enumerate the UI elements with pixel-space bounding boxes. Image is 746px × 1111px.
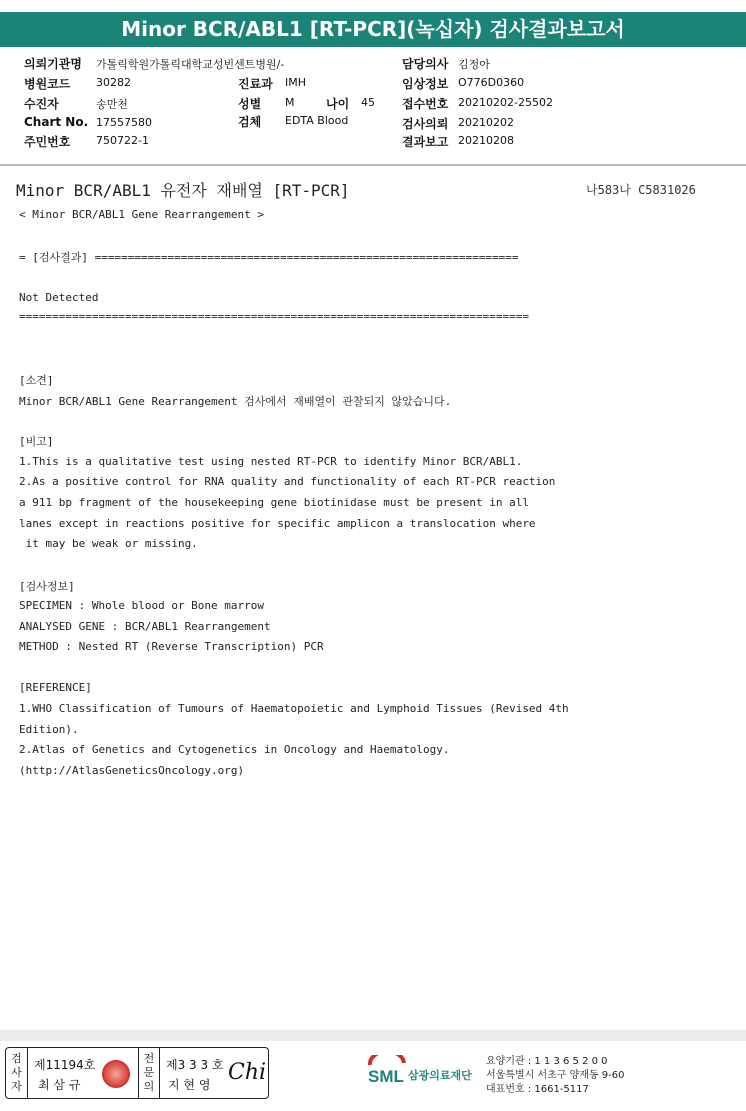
report-date-label: 결과보고: [402, 135, 449, 149]
request-date-value: 20210202: [458, 116, 514, 129]
chart-value: 17557580: [96, 116, 152, 129]
receipt-no-label: 접수번호: [402, 97, 449, 111]
sml-logo-letters: SML: [368, 1067, 404, 1086]
dept-value: IMH: [285, 76, 307, 89]
header-divider: [0, 164, 746, 166]
signature-box: [5, 1047, 269, 1099]
sml-org-name: 삼광의료재단: [408, 1069, 472, 1082]
examiner-license-no: 제11194호: [34, 1058, 96, 1072]
sml-logo-mark-icon: [366, 1055, 484, 1089]
footer-divider: [0, 1030, 746, 1041]
hospital-code-value: 30282: [96, 76, 131, 89]
examiner-seal: [102, 1060, 130, 1088]
examiner-heading: [6, 1048, 28, 1098]
footer-address: 서울특별시 서초구 양재동 9-60: [486, 1070, 625, 1081]
patient-value: 송만천: [96, 98, 128, 111]
age-label: 나이: [326, 97, 350, 111]
age-value: 45: [361, 96, 375, 109]
specialist-heading: [138, 1048, 160, 1098]
result-header: = [검사결과] ================================================================: [19, 251, 519, 264]
resident-id-label: 주민번호: [24, 135, 71, 149]
resident-id-value: 750722-1: [96, 134, 149, 147]
examiner-name: 최 삼 규: [38, 1078, 81, 1092]
reference-header: [REFERENCE]: [19, 681, 92, 694]
report-main-title: Minor BCR/ABL1 [RT-PCR](녹십자) 검사결과보고서: [121, 17, 625, 41]
result-value: Not Detected: [19, 291, 99, 304]
test-code: 나583나 C5831026: [586, 183, 696, 197]
remarks-line: 2.As a positive control for RNA quality and functionality of each RT-PCR reaction: [19, 475, 556, 488]
clinical-info-label: 임상정보: [402, 77, 449, 91]
dept-label: 진료과: [238, 77, 273, 91]
request-date-label: 검사의뢰: [402, 117, 449, 131]
remarks-line: it may be weak or missing.: [19, 537, 198, 550]
patient-info-section: [0, 52, 746, 152]
doctor-value: 김정아: [458, 58, 490, 71]
specimen-value: EDTA Blood: [285, 114, 349, 127]
specialist-name: 지 현 영: [168, 1078, 211, 1092]
sml-logo: [366, 1055, 484, 1089]
specialist-signature: Chi: [228, 1060, 267, 1085]
specialist-heading-text: 전문의: [143, 1052, 155, 1093]
test-info-line: SPECIMEN : Whole blood or Bone marrow: [19, 599, 265, 612]
test-info-header: [검사정보]: [19, 580, 75, 593]
footer-phone: 대표번호 : 1661-5117: [486, 1084, 589, 1095]
footer-institution-no: 요양기관 : 1 1 3 6 5 2 0 0: [486, 1056, 608, 1067]
remarks-line: lanes except in reactions positive for specific amplicon a translocation where: [19, 517, 536, 530]
result-rule: =============================================================================: [19, 310, 529, 323]
specialist-license-no: 제3 3 3 호: [166, 1058, 224, 1072]
hospital-code-label: 병원코드: [24, 77, 71, 91]
specimen-label: 검체: [238, 115, 262, 129]
hospital-value: 가톨릭학원가톨릭대학교성빈센트병원/-: [96, 58, 285, 71]
test-title: Minor BCR/ABL1 유전자 재배열 [RT-PCR]: [16, 181, 350, 200]
remarks-line: 1.This is a qualitative test using nested RT-PCR to identify Minor BCR/ABL1.: [19, 455, 523, 468]
patient-label: 수진자: [24, 97, 59, 111]
footer-info: [486, 1055, 625, 1097]
reference-line: 1.WHO Classification of Tumours of Haematopoietic and Lymphoid Tissues (Revised 4th: [19, 702, 569, 715]
hospital-label: 의뢰기관명: [24, 57, 82, 71]
chart-label: Chart No.: [24, 115, 89, 129]
test-info-line: ANALYSED GENE : BCR/ABL1 Rearrangement: [19, 620, 271, 633]
report-title-bar: [0, 12, 746, 47]
reference-line: 2.Atlas of Genetics and Cytogenetics in Oncology and Haematology.: [19, 743, 450, 756]
reference-line: (http://AtlasGeneticsOncology.org): [19, 764, 245, 777]
opinion-text: Minor BCR/ABL1 Gene Rearrangement 검사에서 재배열이 관찰되지 않았습니다.: [19, 395, 452, 408]
test-subtitle: < Minor BCR/ABL1 Gene Rearrangement >: [19, 208, 265, 221]
opinion-header: [소견]: [19, 374, 54, 387]
test-info-line: METHOD : Nested RT (Reverse Transcription) PCR: [19, 640, 324, 653]
examiner-heading-text: 검사자: [11, 1052, 22, 1093]
remarks-header: [비고]: [19, 435, 54, 448]
doctor-label: 담당의사: [402, 57, 449, 71]
sex-value: M: [285, 96, 295, 109]
clinical-info-value: O776D0360: [458, 76, 525, 89]
reference-line: Edition).: [19, 723, 79, 736]
report-date-value: 20210208: [458, 134, 514, 147]
receipt-no-value: 20210202-25502: [458, 96, 553, 109]
remarks-line: a 911 bp fragment of the housekeeping gene biotinidase must be present in all: [19, 496, 529, 509]
sex-label: 성별: [238, 97, 262, 111]
